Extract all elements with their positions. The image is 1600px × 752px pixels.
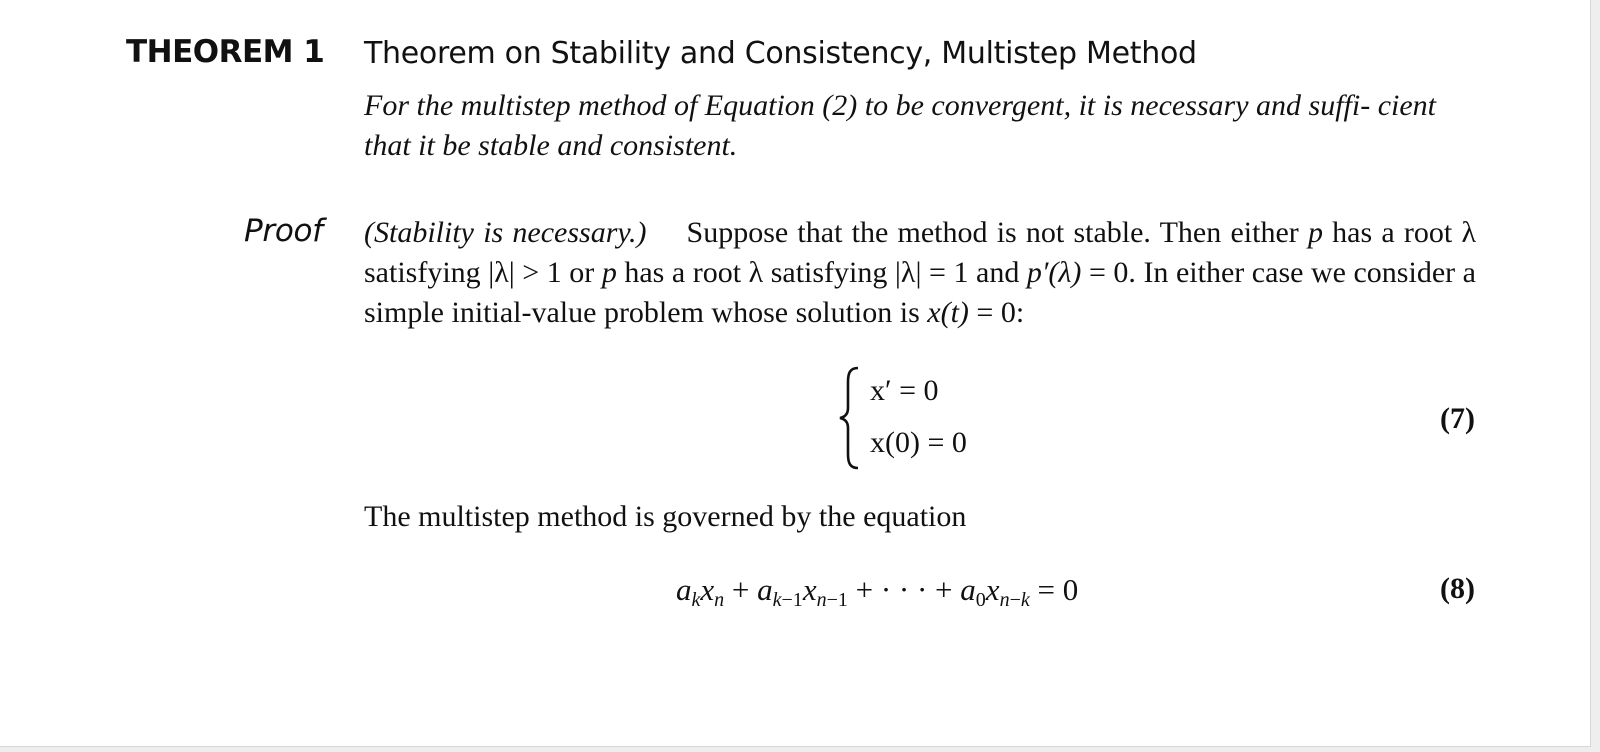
equation-8: $a_kx_n + a_{k-1}x_{n-1}$ + · · · + $a_0x_{n-k} = 0$ bbox=[676, 572, 1079, 611]
proof-subheading: (Stability is necessary.) bbox=[364, 216, 647, 249]
proof-paragraph bbox=[364, 213, 1476, 333]
proof-text-5: = 0: bbox=[968, 296, 1025, 329]
theorem-statement: For the multistep method of Equation (2) to be convergent, it is necessary and suffi- cient that it be stable and consistent. bbox=[364, 89, 1437, 162]
paragraph-2: The multistep method is governed by the equation bbox=[364, 500, 967, 533]
proof-text-3: has a root λ satisfying |λ| = 1 and bbox=[616, 256, 1027, 289]
equation-7-line-2: x(0) = 0 bbox=[870, 426, 967, 459]
solution-expr: x(t) bbox=[927, 296, 969, 329]
theorem-title: Theorem on Stability and Consistency, Multistep Method bbox=[364, 36, 1197, 71]
p-prime: p′(λ) bbox=[1026, 256, 1082, 289]
equation-7-number: (7) bbox=[1440, 402, 1475, 435]
proof-text-4: = 0. In either case we consider a simple initial-value problem whose solution is bbox=[364, 256, 1476, 329]
equation-7-line-1: x′ = 0 bbox=[870, 374, 939, 407]
equation-8-number: (8) bbox=[1440, 572, 1475, 605]
var-p-1: p bbox=[1307, 216, 1323, 249]
proof-label: Proof bbox=[244, 213, 323, 249]
left-brace-icon bbox=[838, 366, 864, 470]
proof-text-1: Suppose that the method is not stable. Then either bbox=[686, 216, 1308, 249]
proof-text-2: has a root λ satisfying |λ| > 1 or bbox=[364, 216, 1476, 289]
theorem-label: THEOREM 1 bbox=[126, 34, 325, 70]
var-p-2: p bbox=[601, 256, 617, 289]
